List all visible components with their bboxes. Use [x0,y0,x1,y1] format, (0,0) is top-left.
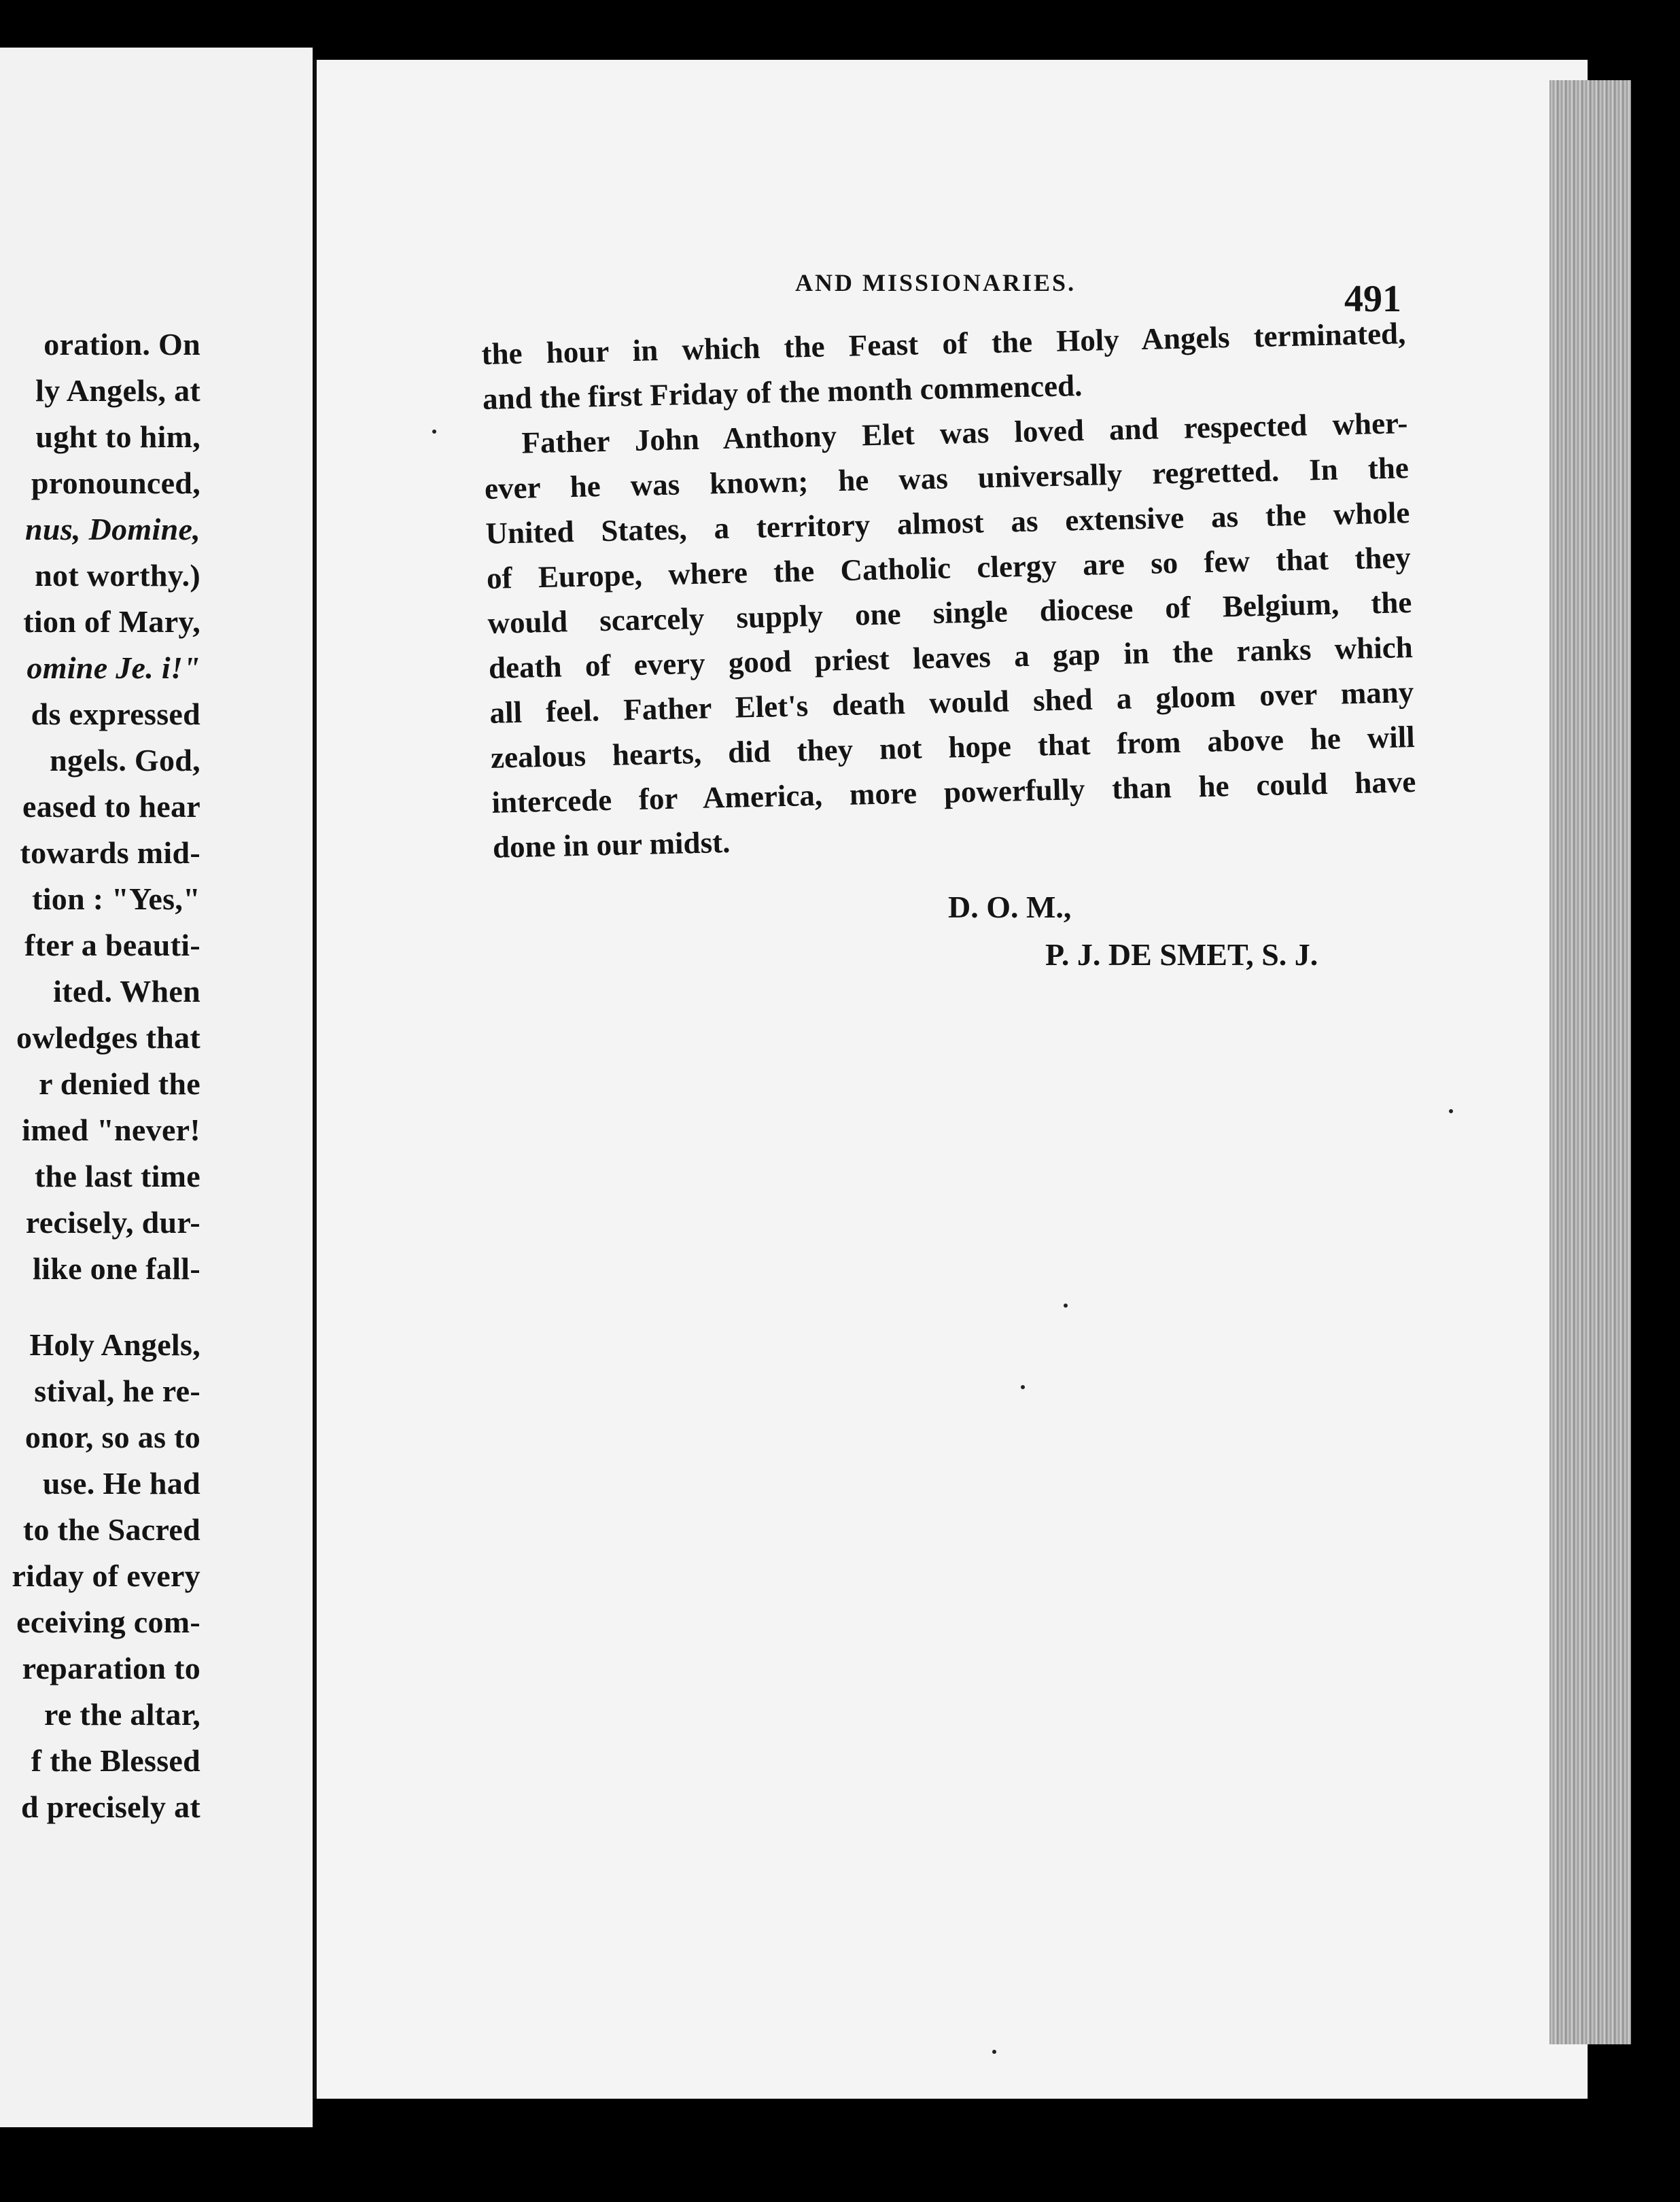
ink-speck [1449,1109,1453,1113]
left-text-line: f the Blessed [31,1743,200,1778]
left-text-line: not worthy.) [35,558,200,593]
left-text-line: fter a beauti- [24,928,200,962]
left-text-line: tion of Mary, [23,604,200,639]
running-head: AND MISSIONARIES. [795,269,1077,296]
left-text-line: riday of every [12,1558,200,1593]
left-text-line: onor, so as to [24,1420,200,1454]
left-text-line: to the Sacred [22,1512,200,1547]
left-text-line: r denied the [39,1066,200,1101]
left-text-line: ds expressed [31,697,200,731]
left-text-line: owledges that [16,1020,200,1055]
body-text [481,315,1418,875]
text-line: of Europe, where the Catholic clergy are so few that they [486,540,1412,595]
left-text-line: pronounced, [31,466,200,500]
signature-line-2: P. J. DE SMET, S. J. [1045,937,1318,972]
left-text-line: the last time [34,1159,200,1193]
left-text-line: tion : "Yes," [32,881,200,916]
left-text-line: eased to hear [22,789,200,824]
left-text-line: towards mid- [20,835,200,870]
left-text-line: nus, Domine, [25,512,200,546]
left-text-line: like one fall- [33,1251,200,1286]
left-text-line: re the altar, [43,1697,200,1732]
text-line: intercede for America, more powerfully than he could have [491,764,1416,820]
text-line: and the first Friday of the month commenced. [482,368,1083,416]
left-text-line: ught to him, [35,419,200,454]
ink-speck [1021,1385,1025,1389]
left-text-line: oration. On [43,327,200,362]
text-line: United States, a territory almost as extensive as the whole [485,495,1410,550]
text-line: death of every good priest leaves a gap in the ranks which [488,630,1414,685]
left-text-line: recisely, dur- [25,1205,200,1240]
text-line: Father John Anthony Elet was loved and respected wher- [521,406,1408,460]
page-number: 491 [1344,278,1401,320]
left-text-line: ited. When [53,974,200,1009]
ink-speck [432,430,436,434]
left-text-line: reparation to [22,1651,200,1685]
left-text-line: d precisely at [21,1789,200,1824]
page-edges [1550,80,1631,2044]
text-line: done in our midst. [492,824,731,864]
left-text-line: imed "never! [22,1113,200,1147]
left-text-line: use. He had [42,1466,200,1501]
facing-page-left [0,48,313,2127]
left-text-line: stival, he re- [34,1374,200,1408]
left-text-line: omine Je. i!" [27,650,200,685]
text-line: zealous hearts, did they not hope that from above he will [490,719,1416,775]
text-line: would scarcely supply one single diocese of Belgium, the [487,585,1412,640]
left-text-line: eceiving com- [16,1605,200,1639]
ink-speck [1064,1304,1068,1308]
text-line: all feel. Father Elet's death would shed a gloom over many [489,675,1414,730]
text-line: the hour in which the Feast of the Holy Angels terminated, [481,316,1406,371]
left-text-line: Holy Angels, [29,1327,200,1362]
left-text-line: ngels. God, [50,743,200,777]
signature-line-1: D. O. M., [948,890,1072,924]
left-text-line: ly Angels, at [35,373,200,408]
ink-speck [992,2050,996,2054]
text-line: ever he was known; he was universally regretted. In the [484,451,1410,506]
